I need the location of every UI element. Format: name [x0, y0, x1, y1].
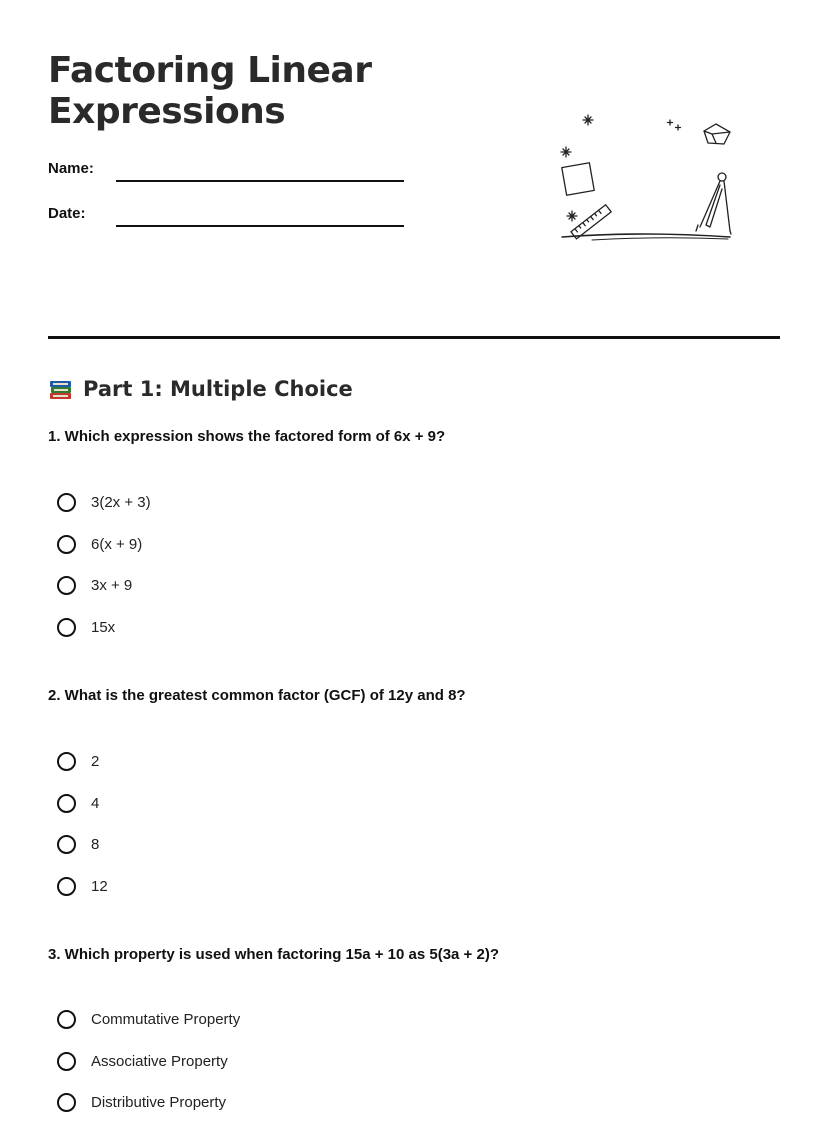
- option-q1-d[interactable]: [57, 607, 151, 649]
- option-label: 12: [91, 877, 108, 895]
- radio-button[interactable]: [57, 576, 76, 595]
- option-label: 15x: [91, 618, 116, 636]
- option-label: 3(2x + 3): [91, 494, 151, 512]
- books-icon: [48, 376, 74, 402]
- option-label: 3x + 9: [91, 577, 133, 595]
- option-q3-a[interactable]: [57, 999, 240, 1041]
- question-1: 1. Which expression shows the factored form of 6x + 9?: [48, 428, 446, 445]
- date-input-line[interactable]: [116, 225, 404, 227]
- sparkle-icon: [583, 115, 593, 125]
- eraser-icon: [704, 124, 730, 144]
- option-label: 4: [91, 794, 100, 812]
- radio-button[interactable]: [57, 877, 76, 896]
- option-q2-b[interactable]: [57, 783, 108, 825]
- section-title: Part 1: Multiple Choice: [83, 377, 353, 401]
- radio-button[interactable]: [57, 618, 76, 637]
- radio-button[interactable]: [57, 1093, 76, 1112]
- option-q1-b[interactable]: [57, 524, 151, 566]
- ruler-icon: [571, 205, 611, 239]
- option-q2-d[interactable]: [57, 866, 108, 908]
- compass-icon: [696, 173, 731, 234]
- option-label: Associative Property: [91, 1052, 228, 1070]
- question-3-options: [57, 999, 240, 1124]
- date-label: Date:: [48, 205, 86, 222]
- question-2-options: [57, 741, 108, 907]
- radio-button[interactable]: [57, 1052, 76, 1071]
- option-q1-a[interactable]: [57, 482, 151, 524]
- section-header: [48, 374, 353, 404]
- name-field: [48, 160, 408, 184]
- option-q1-c[interactable]: [57, 565, 151, 607]
- question-3: 3. Which property is used when factoring 15a + 10 as 5(3a + 2)?: [48, 946, 499, 963]
- option-q3-c[interactable]: [57, 1082, 240, 1124]
- radio-button[interactable]: [57, 1010, 76, 1029]
- option-label: 8: [91, 836, 100, 854]
- date-field: [48, 205, 408, 229]
- radio-button[interactable]: [57, 752, 76, 771]
- section-divider: [48, 336, 780, 339]
- ground-line: [562, 234, 730, 237]
- geometry-doodle-illustration: [552, 105, 742, 245]
- square-shape-icon: [562, 163, 594, 195]
- name-input-line[interactable]: [116, 180, 404, 182]
- question-2: 2. What is the greatest common factor (GCF) of 12y and 8?: [48, 687, 466, 704]
- option-q2-a[interactable]: [57, 741, 108, 783]
- option-q3-b[interactable]: [57, 1041, 240, 1083]
- question-1-options: [57, 482, 151, 648]
- page-title: Factoring Linear Expressions: [48, 50, 372, 132]
- sparkle-icon: [561, 147, 571, 157]
- option-label: 6(x + 9): [91, 535, 143, 553]
- option-label: Distributive Property: [91, 1094, 227, 1112]
- option-q2-c[interactable]: [57, 824, 108, 866]
- name-label: Name:: [48, 160, 94, 177]
- option-label: Commutative Property: [91, 1011, 241, 1029]
- radio-button[interactable]: [57, 493, 76, 512]
- radio-button[interactable]: [57, 794, 76, 813]
- sparkle-icon: [668, 120, 681, 130]
- option-label: 2: [91, 753, 100, 771]
- radio-button[interactable]: [57, 535, 76, 554]
- sparkle-icon: [567, 211, 577, 221]
- radio-button[interactable]: [57, 835, 76, 854]
